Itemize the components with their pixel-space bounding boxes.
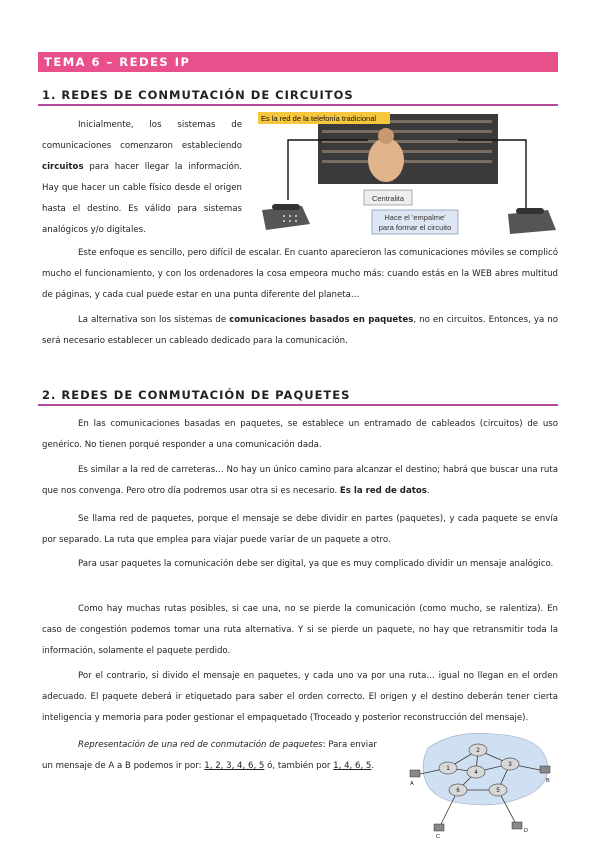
svg-text:D: D [524,828,528,834]
s2-paragraph-2: Es similar a la red de carreteras… No hay un único camino para alcanzar el destino; habrá que buscar una ruta que nos convenga. Pero otro día podremos usar otra si es necesario. Es la red de datos. [42,465,558,496]
section1-rule [38,104,558,106]
route-2: 1, 4, 6, 5 [333,761,372,771]
box-empalme-2: para formar el circuito [378,223,452,232]
svg-text:6: 6 [456,788,460,794]
s1-paragraph-1: Inicialmente, los sistemas de comunicaciones comenzaron estableciendo circuitos para hacer llegar la información. Hay que hacer un cable físico desde el origen hasta el destino. Es válido para sistemas analógicos y/o digitales. [42,120,242,235]
route-1: 1, 2, 3, 4, 6, 5 [204,761,265,771]
phone-icon-left [262,204,310,230]
section1-title: 1. REDES DE CONMUTACIÓN DE CIRCUITOS [42,88,354,102]
svg-text:C: C [436,834,440,840]
s2-paragraph-5: Como hay muchas rutas posibles, si cae una, no se pierde la comunicación (como mucho, se ralentiza). En caso de congestión podemos tomar una ruta alternativa. Y si se pierde un paquete, no hay que retransmitir toda la información, solamente el paquete perdido. [42,604,558,656]
chapter-banner: TEMA 6 – REDES IP [38,52,558,72]
section2-title: 2. REDES DE CONMUTACIÓN DE PAQUETES [42,388,351,402]
s2-paragraph-4: Para usar paquetes la comunicación debe ser digital, ya que es muy complicado dividir un mensaje analógico. [78,559,554,569]
s2-paragraph-3: Se llama red de paquetes, porque el mensaje se debe dividir en partes (paquetes), y cada paquete se envía por separado. La ruta que emplea para viajar puede variar de un paquete a otro. [42,514,558,545]
figure-caption-top: Es la red de la telefonía tradicional [261,114,377,123]
s1-paragraph-2: Este enfoque es sencillo, pero difícil de escalar. En cuanto aparecieron las comunicaciones móviles se complicó mucho el funcionamiento, y con los ordenadores la cosa empeora mucho más: cuando estás en la WEB abres multitud de páginas, y cada cual puede estar en una punta diferente del planeta… [42,248,558,300]
svg-text:3: 3 [508,762,512,768]
svg-text:2: 2 [476,748,480,754]
svg-text:B: B [546,778,550,784]
section2-rule [38,404,558,406]
box-empalme-1: Hace el 'empalme' [384,213,446,222]
svg-text:1: 1 [446,766,450,772]
svg-text:4: 4 [474,770,478,776]
s2-paragraph-1: En las comunicaciones basadas en paquetes, se establece un entramado de cableados (circuitos) de uso genérico. No tienen porqué responder a una comunicación dada. [42,419,558,450]
box-centralita: Centralita [371,194,405,203]
s2-paragraph-6: Por el contrario, si divido el mensaje en paquetes, y cada uno va por una ruta… igual no llegan en el orden adecuado. El paquete deberá ir etiquetado para saber el orden correcto. El origen y el destino deberán tener cierta inteligencia y memoria para poder gestionar el empaquetado (Troceado y posterior reconstrucción del mensaje). [42,671,558,723]
switchboard-figure [258,112,558,242]
svg-text:5: 5 [496,788,500,794]
s1-paragraph-3: La alternativa son los sistemas de comunicaciones basados en paquetes, no en circuitos. Entonces, ya no será necesario establecer un cableado dedicado para la comunicación. [42,315,559,346]
svg-text:A: A [410,781,414,787]
packet-network-figure [398,728,558,840]
s2-paragraph-7: Representación de una red de conmutación de paquetes: Para enviar un mensaje de A a B podemos ir por: 1, 2, 3, 4, 6, 5 ó, también por 1, 4, 6, 5. [42,740,377,771]
phone-icon-right [508,208,556,234]
